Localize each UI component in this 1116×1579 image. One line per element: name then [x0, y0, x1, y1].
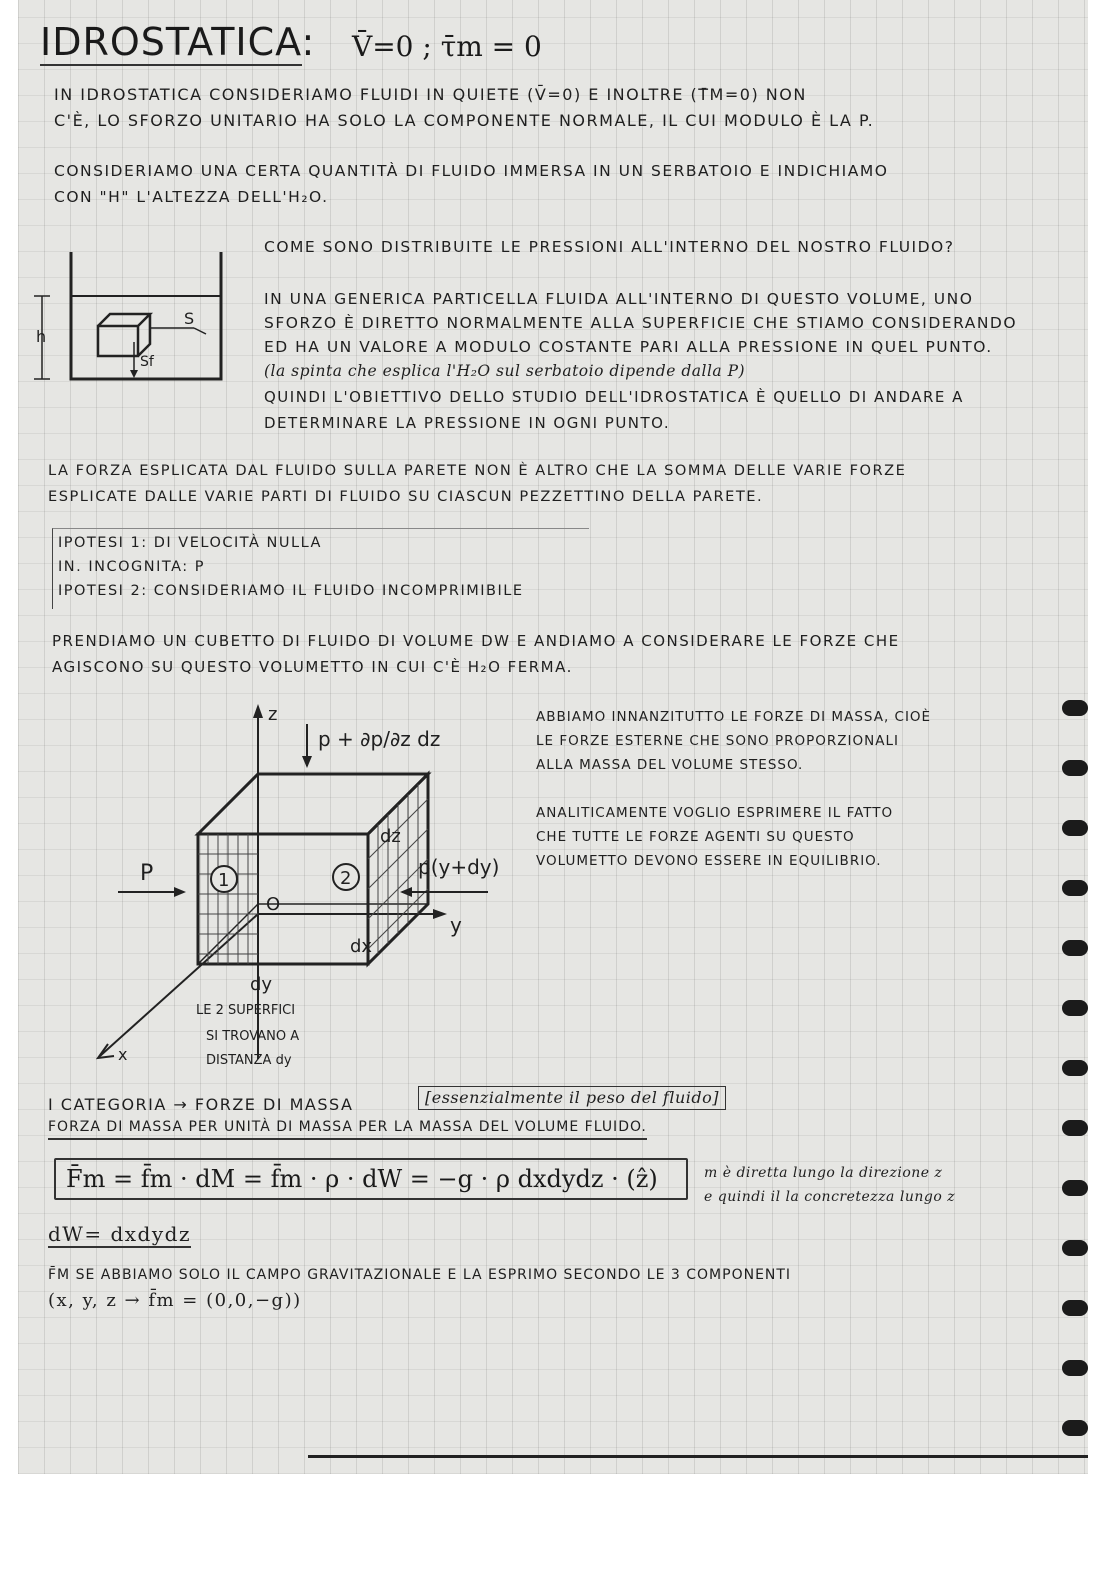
surfaces-note-line: DISTANZA dy	[206, 1053, 292, 1068]
paragraph-line: ESPLICATE DALLE VARIE PARTI DI FLUIDO SU CIASCUN PEZZETTINO DELLA PARETE.	[48, 488, 764, 505]
notebook-page	[18, 0, 1088, 1474]
section-heading-note: [essenzialmente il peso del fluido]	[418, 1086, 726, 1110]
binder-ring	[1062, 1360, 1088, 1376]
tank-diagram	[26, 244, 256, 404]
paragraph-line: VOLUMETTO DEVONO ESSERE IN EQUILIBRIO.	[536, 853, 882, 869]
binder-ring	[1062, 880, 1088, 896]
dy-label: dy	[250, 974, 273, 995]
title-conditions: V̄=0 ; τ̄m = 0	[352, 30, 542, 63]
paragraph-line: LA FORZA ESPLICATA DAL FLUIDO SULLA PARETE NON È ALTRO CHE LA SOMMA DELLE VARIE FORZE	[48, 462, 907, 479]
paragraph-line: SFORZO È DIRETTO NORMALMENTE ALLA SUPERFICIE CHE STIAMO CONSIDERANDO	[264, 314, 1018, 332]
origin-label: O	[266, 894, 281, 915]
paragraph-line: ANALITICAMENTE VOGLIO ESPRIMERE IL FATTO	[536, 805, 894, 821]
paragraph-note: (la spinta che esplica l'H₂O sul serbatoio dipende dalla P)	[264, 362, 746, 380]
binder-ring	[1062, 760, 1088, 776]
dz-label: dz	[380, 826, 401, 847]
axis-z-label: z	[268, 704, 278, 725]
axis-y-label: y	[450, 913, 462, 937]
tank-sforzo-label: S	[184, 309, 195, 328]
paragraph-line: AGISCONO SU QUESTO VOLUMETTO IN CUI C'È H₂O FERMA.	[52, 658, 573, 676]
cube-diagram	[78, 694, 548, 1084]
left-force-label: P	[140, 861, 154, 886]
top-force-label: p + ∂p/∂z dz	[318, 727, 441, 751]
definition-line: FORZA DI MASSA PER UNITÀ DI MASSA PER LA MASSA DEL VOLUME FLUIDO.	[48, 1116, 647, 1140]
hypothesis-item: IPOTESI 1: DI VELOCITÀ NULLA	[58, 535, 322, 551]
mass-force-formula: F̄m = f̄m · dM = f̄m · ρ · dW = −g · ρ dxdydz · (ẑ)	[54, 1158, 688, 1200]
paragraph-line: QUINDI L'OBIETTIVO DELLO STUDIO DELL'IDROSTATICA È QUELLO DI ANDARE A	[264, 388, 964, 406]
paragraph-line: ED HA UN VALORE A MODULO COSTANTE PARI ALLA PRESSIONE IN QUEL PUNTO.	[264, 338, 993, 356]
surfaces-note-line: SI TROVANO A	[206, 1029, 300, 1044]
paragraph-line: CONSIDERIAMO UNA CERTA QUANTITÀ DI FLUIDO IMMERSA IN UN SERBATOIO E INDICHIAMO	[54, 162, 889, 180]
binder-ring	[1062, 1000, 1088, 1016]
tank-height-label: h	[36, 327, 47, 346]
binder-ring	[1062, 1240, 1088, 1256]
paragraph-line: CON "H" L'ALTEZZA DELL'H₂O.	[54, 188, 329, 206]
binder-ring	[1062, 700, 1088, 716]
paragraph-line: LE FORZE ESTERNE CHE SONO PROPORZIONALI	[536, 733, 899, 749]
paragraph-line: ABBIAMO INNANZITUTTO LE FORZE DI MASSA, CIOÈ	[536, 709, 932, 725]
volume-definition: dW= dxdydz	[48, 1222, 191, 1246]
axis-x-label: x	[118, 1045, 128, 1064]
paragraph-line: PRENDIAMO UN CUBETTO DI FLUIDO DI VOLUME DW E ANDIAMO A CONSIDERARE LE FORZE CHE	[52, 632, 900, 650]
right-force-label: p(y+dy)	[418, 855, 500, 879]
face-1-label: 1	[218, 870, 230, 891]
paragraph-line: ALLA MASSA DEL VOLUME STESSO.	[536, 757, 804, 773]
dx-label: dx	[350, 936, 373, 957]
binder-ring	[1062, 1120, 1088, 1136]
binder-ring	[1062, 1180, 1088, 1196]
title-underline	[40, 64, 302, 66]
paragraph-line: IN UNA GENERICA PARTICELLA FLUIDA ALL'INTERNO DI QUESTO VOLUME, UNO	[264, 290, 974, 308]
page-bottom-edge	[308, 1455, 1088, 1458]
paragraph-line: IN IDROSTATICA CONSIDERIAMO FLUIDI IN QUIETE (V̄=0) E INOLTRE (Τ̄M=0) NON	[54, 85, 807, 104]
paragraph-line: F̄M SE ABBIAMO SOLO IL CAMPO GRAVITAZIONALE E LA ESPRIMO SECONDO LE 3 COMPONENTI	[48, 1267, 792, 1283]
tank-sf-label: Sf	[140, 354, 154, 370]
paragraph-line: DETERMINARE LA PRESSIONE IN OGNI PUNTO.	[264, 414, 671, 432]
section-heading: I CATEGORIA → FORZE DI MASSA	[48, 1095, 354, 1114]
binder-ring	[1062, 1300, 1088, 1316]
binder-ring	[1062, 1420, 1088, 1436]
components-line: (x, y, z → f̄m = (0,0,−g))	[48, 1290, 302, 1311]
surfaces-note-line: LE 2 SUPERFICI	[196, 1003, 296, 1018]
binder-ring	[1062, 940, 1088, 956]
paragraph-line: C'È, LO SFORZO UNITARIO HA SOLO LA COMPONENTE NORMALE, IL CUI MODULO È LA P.	[54, 111, 875, 130]
face-2-label: 2	[340, 868, 352, 889]
paragraph-line: CHE TUTTE LE FORZE AGENTI SU QUESTO	[536, 829, 855, 845]
formula-note: e quindi il la concretezza lungo z	[704, 1189, 956, 1205]
question-line: COME SONO DISTRIBUITE LE PRESSIONI ALL'INTERNO DEL NOSTRO FLUIDO?	[264, 238, 955, 256]
binder-ring	[1062, 1060, 1088, 1076]
hypothesis-item: IN. INCOGNITA: P	[58, 559, 205, 575]
hypothesis-item: IPOTESI 2: CONSIDERIAMO IL FLUIDO INCOMPRIMIBILE	[58, 583, 524, 599]
binder-ring	[1062, 820, 1088, 836]
page-title: IDROSTATICA:	[40, 20, 316, 64]
formula-note: m è diretta lungo la direzione z	[704, 1165, 943, 1181]
